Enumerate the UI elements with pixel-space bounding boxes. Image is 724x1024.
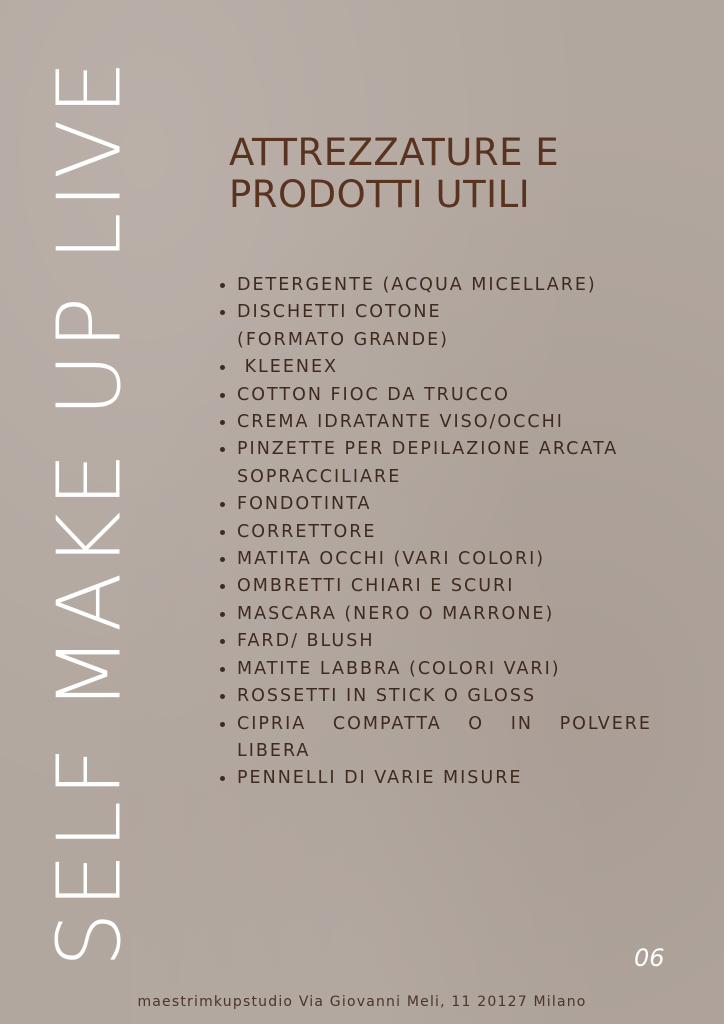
page-heading — [229, 132, 559, 216]
list-item — [237, 272, 652, 299]
list-item-text: COTTON FIOC DA TRUCCO — [237, 384, 510, 405]
list-item-text-continued: SOPRACCILIARE — [237, 466, 402, 487]
product-list — [237, 272, 652, 793]
list-item-text: OMBRETTI CHIARI E SCURI — [237, 576, 515, 597]
list-item — [237, 628, 652, 655]
list-item-text: KLEENEX — [237, 357, 339, 378]
list-item-text: FONDOTINTA — [237, 494, 372, 515]
list-item — [237, 765, 652, 792]
list-item-text: MATITE LABBRA (COLORI VARI) — [237, 658, 561, 679]
list-item-text: MATITA OCCHI (VARI COLORI) — [237, 549, 546, 570]
footer-address: maestrimkupstudio Via Giovanni Meli, 11 20127 Milano — [137, 994, 587, 1010]
list-item — [237, 683, 652, 710]
list-item — [237, 409, 652, 436]
list-item — [237, 354, 652, 381]
list-item — [237, 711, 652, 766]
list-item-text-continued: (FORMATO GRANDE) — [237, 329, 449, 350]
list-item-text: CREMA IDRATANTE VISO/OCCHI — [237, 412, 564, 433]
list-item-text: DETERGENTE (ACQUA MICELLARE) — [237, 275, 597, 295]
list-item — [237, 656, 652, 683]
page-number: 06 — [634, 944, 665, 972]
list-item-text: PENNELLI DI VARIE MISURE — [237, 768, 523, 789]
list-item — [237, 573, 652, 600]
list-item — [237, 491, 652, 518]
list-item-text: ROSSETTI IN STICK O GLOSS — [237, 686, 537, 707]
list-item-text: FARD/ BLUSH — [237, 631, 375, 652]
list-item — [237, 299, 652, 354]
list-item — [237, 601, 652, 628]
list-item-text: CORRETTORE — [237, 521, 377, 542]
vertical-title: SELF MAKE UP LIVE — [38, 56, 141, 968]
list-item-text: MASCARA (NERO O MARRONE) — [237, 603, 555, 624]
list-item-text: DISCHETTI COTONE — [237, 302, 442, 323]
list-item — [237, 436, 652, 491]
list-item — [237, 382, 652, 409]
list-item — [237, 546, 652, 573]
list-item-text: PINZETTE PER DEPILAZIONE ARCATA — [237, 439, 619, 460]
heading-line-2: PRODOTTI UTILI — [229, 173, 531, 216]
list-item — [237, 519, 652, 546]
list-item-text: CIPRIA COMPATTA O IN POLVERE — [237, 713, 652, 734]
list-item-text-continued: LIBERA — [237, 740, 311, 761]
heading-line-1: ATTREZZATURE E — [229, 131, 560, 174]
